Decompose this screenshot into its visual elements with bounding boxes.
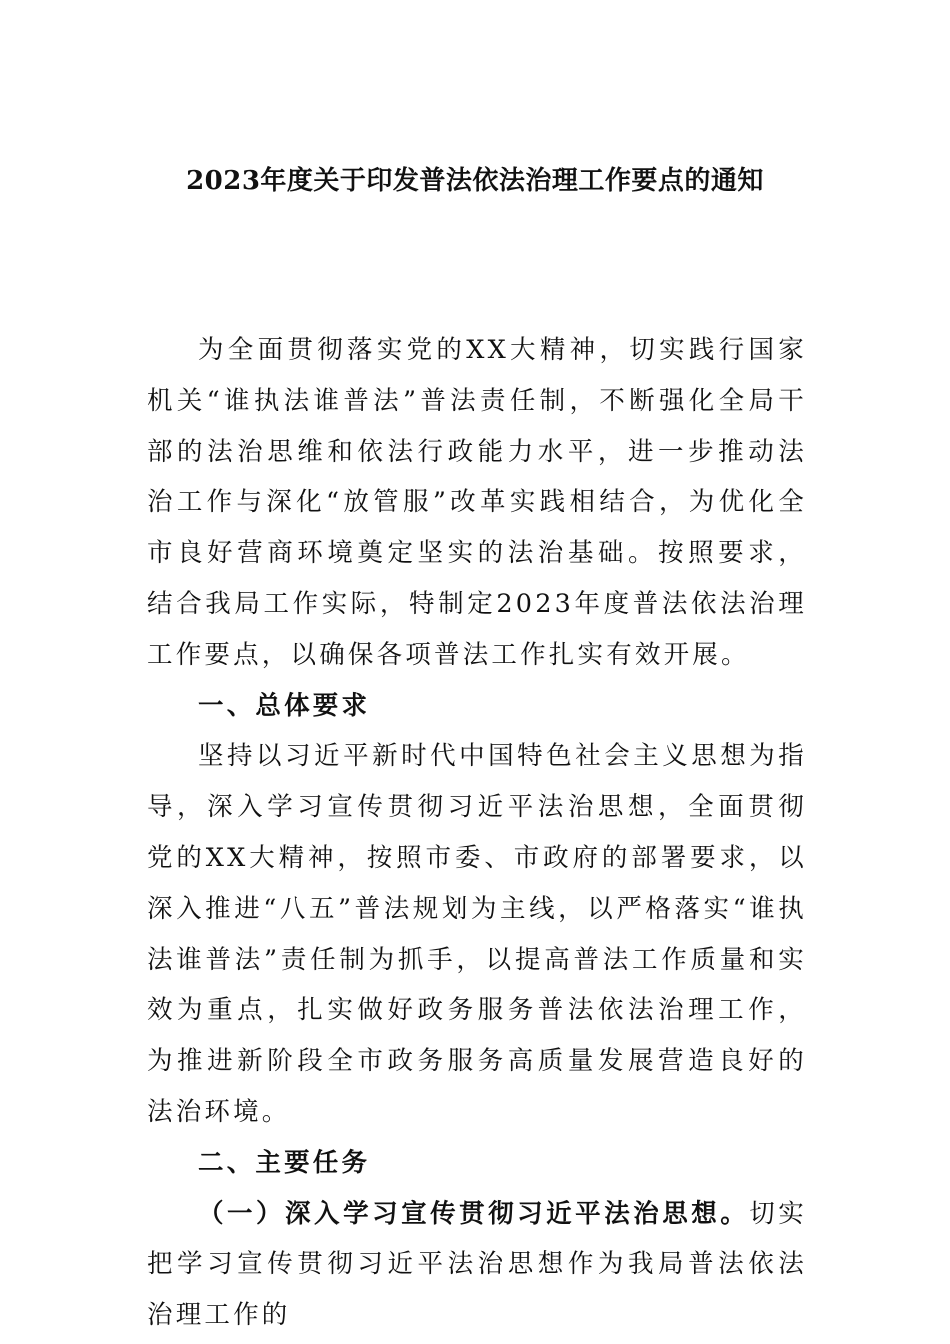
- section-heading-main-tasks: 二、主要任务: [198, 1147, 371, 1178]
- task-paragraph-1: [147, 1189, 807, 1341]
- document-title: 2023年度关于印发普法依法治理工作要点的通知: [186, 166, 764, 196]
- intro-paragraph: 为全面贯彻落实党的XX大精神，切实践行国家机关“谁执法谁普法”普法责任制，不断强化全局干部的法治思维和依法行政能力水平，进一步推动法治工作与深化“放管服”改革实践相结合，为优化全市良好营商环境奠定坚实的法治基础。按照要求，结合我局工作实际，特制定2023年度普法依法治理工作要点，以确保各项普法工作扎实有效开展。: [147, 335, 807, 670]
- section-heading-general-requirements: 一、总体要求: [198, 690, 371, 721]
- general-requirements-paragraph: 坚持以习近平新时代中国特色社会主义思想为指导，深入学习宣传贯彻习近平法治思想，全面贯彻党的XX大精神，按照市委、市政府的部署要求，以深入推进“八五”普法规划为主线，以严格落实“谁执法谁普法”责任制为抓手，以提高普法工作质量和实效为重点，扎实做好政务服务普法依法治理工作，为推进新阶段全市政务服务高质量发展营造良好的法治环境。: [147, 741, 807, 1127]
- task-1-text: 切实把学习宣传贯彻习近平法治思想作为我局普法依法治理工作的: [147, 1198, 807, 1331]
- task-1-lead: （一）深入学习宣传贯彻习近平法治思想。: [198, 1198, 750, 1229]
- document-body: [147, 325, 807, 1341]
